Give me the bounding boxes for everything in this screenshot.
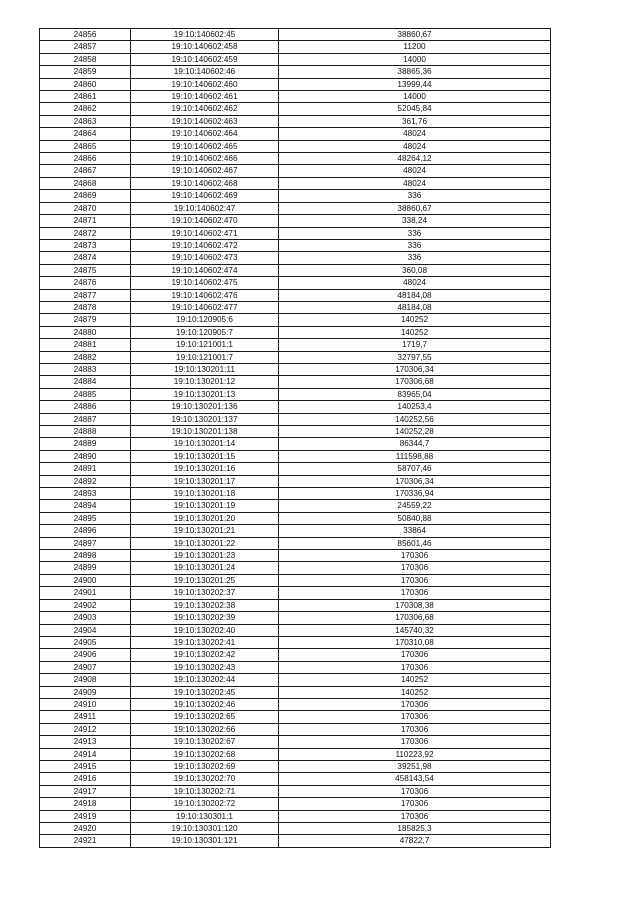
value-cell: 170306 — [279, 574, 551, 586]
value-cell: 58707,46 — [279, 463, 551, 475]
value-cell: 24559,22 — [279, 500, 551, 512]
document-page — [39, 28, 550, 848]
value-cell: 336 — [279, 252, 551, 264]
table-row — [40, 760, 551, 772]
value-cell: 11200 — [279, 41, 551, 53]
value-cell: 39251,98 — [279, 760, 551, 772]
cadastral-number-cell: 19:10:130202:42 — [131, 649, 279, 661]
table-row — [40, 401, 551, 413]
table-row — [40, 537, 551, 549]
table-row — [40, 277, 551, 289]
value-cell: 336 — [279, 190, 551, 202]
value-cell: 48024 — [279, 165, 551, 177]
table-row — [40, 661, 551, 673]
table-row — [40, 239, 551, 251]
row-number-cell: 24862 — [40, 103, 131, 115]
value-cell: 170306 — [279, 649, 551, 661]
value-cell: 170306 — [279, 587, 551, 599]
cadastral-number-cell: 19:10:130201:136 — [131, 401, 279, 413]
row-number-cell: 24916 — [40, 773, 131, 785]
row-number-cell: 24921 — [40, 835, 131, 847]
row-number-cell: 24868 — [40, 177, 131, 189]
row-number-cell: 24858 — [40, 53, 131, 65]
table-row — [40, 29, 551, 41]
cadastral-number-cell: 19:10:130301:1 — [131, 810, 279, 822]
table-row — [40, 612, 551, 624]
row-number-cell: 24876 — [40, 277, 131, 289]
value-cell: 338,24 — [279, 215, 551, 227]
value-cell: 170306 — [279, 785, 551, 797]
cadastral-number-cell: 19:10:130202:43 — [131, 661, 279, 673]
row-number-cell: 24879 — [40, 314, 131, 326]
cadastral-number-cell: 19:10:130201:25 — [131, 574, 279, 586]
value-cell: 140252 — [279, 314, 551, 326]
cadastral-number-cell: 19:10:130202:68 — [131, 748, 279, 760]
table-row — [40, 103, 551, 115]
value-cell: 140252 — [279, 674, 551, 686]
table-row — [40, 835, 551, 847]
table-row — [40, 810, 551, 822]
row-number-cell: 24884 — [40, 376, 131, 388]
table-row — [40, 488, 551, 500]
cadastral-number-cell: 19:10:121001:1 — [131, 339, 279, 351]
cadastral-number-cell: 19:10:130202:72 — [131, 798, 279, 810]
cadastral-number-cell: 19:10:130202:39 — [131, 612, 279, 624]
cadastral-number-cell: 19:10:130202:69 — [131, 760, 279, 772]
row-number-cell: 24910 — [40, 698, 131, 710]
table-row — [40, 723, 551, 735]
value-cell: 52045,84 — [279, 103, 551, 115]
row-number-cell: 24859 — [40, 66, 131, 78]
row-number-cell: 24899 — [40, 562, 131, 574]
table-row — [40, 41, 551, 53]
row-number-cell: 24907 — [40, 661, 131, 673]
row-number-cell: 24904 — [40, 624, 131, 636]
value-cell: 38860,67 — [279, 29, 551, 41]
table-row — [40, 574, 551, 586]
value-cell: 14000 — [279, 53, 551, 65]
row-number-cell: 24883 — [40, 363, 131, 375]
cadastral-number-cell: 19:10:130301:120 — [131, 823, 279, 835]
row-number-cell: 24867 — [40, 165, 131, 177]
value-cell: 50840,88 — [279, 512, 551, 524]
cadastral-number-cell: 19:10:140602:466 — [131, 153, 279, 165]
table-row — [40, 463, 551, 475]
row-number-cell: 24906 — [40, 649, 131, 661]
value-cell: 361,76 — [279, 115, 551, 127]
value-cell: 47822,7 — [279, 835, 551, 847]
table-row — [40, 413, 551, 425]
cadastral-number-cell: 19:10:130202:70 — [131, 773, 279, 785]
table-row — [40, 450, 551, 462]
row-number-cell: 24857 — [40, 41, 131, 53]
value-cell: 140252 — [279, 686, 551, 698]
table-row — [40, 363, 551, 375]
value-cell: 170306,68 — [279, 612, 551, 624]
table-row — [40, 624, 551, 636]
row-number-cell: 24886 — [40, 401, 131, 413]
row-number-cell: 24901 — [40, 587, 131, 599]
table-row — [40, 736, 551, 748]
cadastral-number-cell: 19:10:130202:37 — [131, 587, 279, 599]
table-row — [40, 698, 551, 710]
table-row — [40, 140, 551, 152]
value-cell: 336 — [279, 239, 551, 251]
value-cell: 185825,3 — [279, 823, 551, 835]
table-body — [40, 29, 551, 848]
table-row — [40, 475, 551, 487]
cadastral-number-cell: 19:10:140602:476 — [131, 289, 279, 301]
value-cell: 170306 — [279, 661, 551, 673]
row-number-cell: 24877 — [40, 289, 131, 301]
row-number-cell: 24865 — [40, 140, 131, 152]
row-number-cell: 24866 — [40, 153, 131, 165]
value-cell: 170310,08 — [279, 636, 551, 648]
row-number-cell: 24915 — [40, 760, 131, 772]
table-row — [40, 512, 551, 524]
value-cell: 33864 — [279, 525, 551, 537]
table-row — [40, 115, 551, 127]
value-cell: 110223,92 — [279, 748, 551, 760]
cadastral-number-cell: 19:10:130201:24 — [131, 562, 279, 574]
table-row — [40, 376, 551, 388]
value-cell: 48024 — [279, 140, 551, 152]
cadastral-number-cell: 19:10:130201:138 — [131, 426, 279, 438]
cadastral-number-cell: 19:10:130201:11 — [131, 363, 279, 375]
table-row — [40, 190, 551, 202]
row-number-cell: 24895 — [40, 512, 131, 524]
value-cell: 170306 — [279, 711, 551, 723]
value-cell: 170306 — [279, 550, 551, 562]
table-row — [40, 339, 551, 351]
cadastral-number-cell: 19:10:130201:14 — [131, 438, 279, 450]
row-number-cell: 24870 — [40, 202, 131, 214]
cadastral-number-cell: 19:10:140602:473 — [131, 252, 279, 264]
value-cell: 111598,88 — [279, 450, 551, 462]
row-number-cell: 24919 — [40, 810, 131, 822]
table-row — [40, 177, 551, 189]
cadastral-number-cell: 19:10:140602:459 — [131, 53, 279, 65]
cadastral-number-cell: 19:10:130202:65 — [131, 711, 279, 723]
cadastral-number-cell: 19:10:130201:16 — [131, 463, 279, 475]
cadastral-number-cell: 19:10:130201:17 — [131, 475, 279, 487]
cadastral-number-cell: 19:10:140602:47 — [131, 202, 279, 214]
row-number-cell: 24878 — [40, 301, 131, 313]
cadastral-number-cell: 19:10:140602:474 — [131, 264, 279, 276]
value-cell: 38860,67 — [279, 202, 551, 214]
table-row — [40, 351, 551, 363]
cadastral-number-cell: 19:10:140602:45 — [131, 29, 279, 41]
cadastral-number-cell: 19:10:130201:15 — [131, 450, 279, 462]
cadastral-number-cell: 19:10:130202:44 — [131, 674, 279, 686]
value-cell: 170306 — [279, 723, 551, 735]
table-row — [40, 227, 551, 239]
row-number-cell: 24860 — [40, 78, 131, 90]
value-cell: 140252,28 — [279, 426, 551, 438]
cadastral-number-cell: 19:10:120905:6 — [131, 314, 279, 326]
cadastral-number-cell: 19:10:130202:46 — [131, 698, 279, 710]
data-table — [39, 28, 551, 848]
cadastral-number-cell: 19:10:120905:7 — [131, 326, 279, 338]
table-row — [40, 500, 551, 512]
cadastral-number-cell: 19:10:130201:13 — [131, 388, 279, 400]
value-cell: 83965,04 — [279, 388, 551, 400]
value-cell: 38865,36 — [279, 66, 551, 78]
row-number-cell: 24873 — [40, 239, 131, 251]
row-number-cell: 24890 — [40, 450, 131, 462]
cadastral-number-cell: 19:10:130202:38 — [131, 599, 279, 611]
cadastral-number-cell: 19:10:140602:468 — [131, 177, 279, 189]
cadastral-number-cell: 19:10:140602:471 — [131, 227, 279, 239]
table-row — [40, 823, 551, 835]
value-cell: 48184,08 — [279, 289, 551, 301]
cadastral-number-cell: 19:10:130201:18 — [131, 488, 279, 500]
value-cell: 170306,34 — [279, 475, 551, 487]
cadastral-number-cell: 19:10:140602:475 — [131, 277, 279, 289]
table-row — [40, 202, 551, 214]
row-number-cell: 24905 — [40, 636, 131, 648]
table-row — [40, 636, 551, 648]
value-cell: 1719,7 — [279, 339, 551, 351]
cadastral-number-cell: 19:10:130202:66 — [131, 723, 279, 735]
table-row — [40, 711, 551, 723]
table-row — [40, 215, 551, 227]
table-row — [40, 66, 551, 78]
row-number-cell: 24892 — [40, 475, 131, 487]
row-number-cell: 24874 — [40, 252, 131, 264]
table-row — [40, 53, 551, 65]
cadastral-number-cell: 19:10:140602:464 — [131, 128, 279, 140]
row-number-cell: 24914 — [40, 748, 131, 760]
row-number-cell: 24871 — [40, 215, 131, 227]
row-number-cell: 24885 — [40, 388, 131, 400]
cadastral-number-cell: 19:10:130201:19 — [131, 500, 279, 512]
row-number-cell: 24909 — [40, 686, 131, 698]
value-cell: 86344,7 — [279, 438, 551, 450]
row-number-cell: 24897 — [40, 537, 131, 549]
table-row — [40, 649, 551, 661]
cadastral-number-cell: 19:10:130201:20 — [131, 512, 279, 524]
value-cell: 140253,4 — [279, 401, 551, 413]
table-row — [40, 674, 551, 686]
table-row — [40, 748, 551, 760]
value-cell: 170306 — [279, 736, 551, 748]
row-number-cell: 24872 — [40, 227, 131, 239]
cadastral-number-cell: 19:10:140602:467 — [131, 165, 279, 177]
row-number-cell: 24920 — [40, 823, 131, 835]
row-number-cell: 24908 — [40, 674, 131, 686]
cadastral-number-cell: 19:10:140602:472 — [131, 239, 279, 251]
value-cell: 170308,38 — [279, 599, 551, 611]
value-cell: 13999,44 — [279, 78, 551, 90]
value-cell: 48264,12 — [279, 153, 551, 165]
table-row — [40, 785, 551, 797]
cadastral-number-cell: 19:10:130201:12 — [131, 376, 279, 388]
table-row — [40, 165, 551, 177]
table-row — [40, 562, 551, 574]
value-cell: 14000 — [279, 91, 551, 103]
table-row — [40, 301, 551, 313]
table-row — [40, 314, 551, 326]
row-number-cell: 24900 — [40, 574, 131, 586]
cadastral-number-cell: 19:10:130202:45 — [131, 686, 279, 698]
table-row — [40, 78, 551, 90]
row-number-cell: 24888 — [40, 426, 131, 438]
cadastral-number-cell: 19:10:140602:46 — [131, 66, 279, 78]
value-cell: 48024 — [279, 277, 551, 289]
table-row — [40, 686, 551, 698]
table-row — [40, 438, 551, 450]
value-cell: 170306,34 — [279, 363, 551, 375]
row-number-cell: 24864 — [40, 128, 131, 140]
cadastral-number-cell: 19:10:140602:470 — [131, 215, 279, 227]
row-number-cell: 24896 — [40, 525, 131, 537]
value-cell: 48024 — [279, 177, 551, 189]
table-row — [40, 264, 551, 276]
table-row — [40, 798, 551, 810]
row-number-cell: 24869 — [40, 190, 131, 202]
row-number-cell: 24861 — [40, 91, 131, 103]
table-row — [40, 326, 551, 338]
table-row — [40, 388, 551, 400]
table-row — [40, 289, 551, 301]
table-row — [40, 91, 551, 103]
table-row — [40, 773, 551, 785]
row-number-cell: 24917 — [40, 785, 131, 797]
table-row — [40, 550, 551, 562]
row-number-cell: 24912 — [40, 723, 131, 735]
cadastral-number-cell: 19:10:130201:23 — [131, 550, 279, 562]
row-number-cell: 24887 — [40, 413, 131, 425]
value-cell: 170336,94 — [279, 488, 551, 500]
table-row — [40, 599, 551, 611]
cadastral-number-cell: 19:10:140602:469 — [131, 190, 279, 202]
cadastral-number-cell: 19:10:130202:41 — [131, 636, 279, 648]
row-number-cell: 24902 — [40, 599, 131, 611]
cadastral-number-cell: 19:10:140602:461 — [131, 91, 279, 103]
value-cell: 145740,32 — [279, 624, 551, 636]
value-cell: 32797,55 — [279, 351, 551, 363]
value-cell: 140252,56 — [279, 413, 551, 425]
row-number-cell: 24889 — [40, 438, 131, 450]
cadastral-number-cell: 19:10:130301:121 — [131, 835, 279, 847]
cadastral-number-cell: 19:10:121001:7 — [131, 351, 279, 363]
cadastral-number-cell: 19:10:130202:40 — [131, 624, 279, 636]
cadastral-number-cell: 19:10:140602:460 — [131, 78, 279, 90]
row-number-cell: 24882 — [40, 351, 131, 363]
cadastral-number-cell: 19:10:140602:463 — [131, 115, 279, 127]
cadastral-number-cell: 19:10:140602:477 — [131, 301, 279, 313]
table-row — [40, 252, 551, 264]
cadastral-number-cell: 19:10:130201:22 — [131, 537, 279, 549]
cadastral-number-cell: 19:10:140602:462 — [131, 103, 279, 115]
row-number-cell: 24911 — [40, 711, 131, 723]
value-cell: 458143,54 — [279, 773, 551, 785]
cadastral-number-cell: 19:10:130201:137 — [131, 413, 279, 425]
value-cell: 48184,08 — [279, 301, 551, 313]
value-cell: 170306 — [279, 698, 551, 710]
table-row — [40, 153, 551, 165]
row-number-cell: 24856 — [40, 29, 131, 41]
value-cell: 360,08 — [279, 264, 551, 276]
cadastral-number-cell: 19:10:130201:21 — [131, 525, 279, 537]
row-number-cell: 24893 — [40, 488, 131, 500]
row-number-cell: 24863 — [40, 115, 131, 127]
row-number-cell: 24891 — [40, 463, 131, 475]
value-cell: 140252 — [279, 326, 551, 338]
table-row — [40, 128, 551, 140]
cadastral-number-cell: 19:10:130202:67 — [131, 736, 279, 748]
cadastral-number-cell: 19:10:130202:71 — [131, 785, 279, 797]
cadastral-number-cell: 19:10:140602:458 — [131, 41, 279, 53]
row-number-cell: 24898 — [40, 550, 131, 562]
table-row — [40, 426, 551, 438]
value-cell: 170306 — [279, 810, 551, 822]
row-number-cell: 24875 — [40, 264, 131, 276]
value-cell: 170306 — [279, 562, 551, 574]
value-cell: 85601,46 — [279, 537, 551, 549]
value-cell: 48024 — [279, 128, 551, 140]
row-number-cell: 24880 — [40, 326, 131, 338]
table-row — [40, 525, 551, 537]
table-row — [40, 587, 551, 599]
cadastral-number-cell: 19:10:140602:465 — [131, 140, 279, 152]
row-number-cell: 24894 — [40, 500, 131, 512]
row-number-cell: 24903 — [40, 612, 131, 624]
value-cell: 170306 — [279, 798, 551, 810]
row-number-cell: 24918 — [40, 798, 131, 810]
value-cell: 170306,68 — [279, 376, 551, 388]
row-number-cell: 24913 — [40, 736, 131, 748]
row-number-cell: 24881 — [40, 339, 131, 351]
value-cell: 336 — [279, 227, 551, 239]
